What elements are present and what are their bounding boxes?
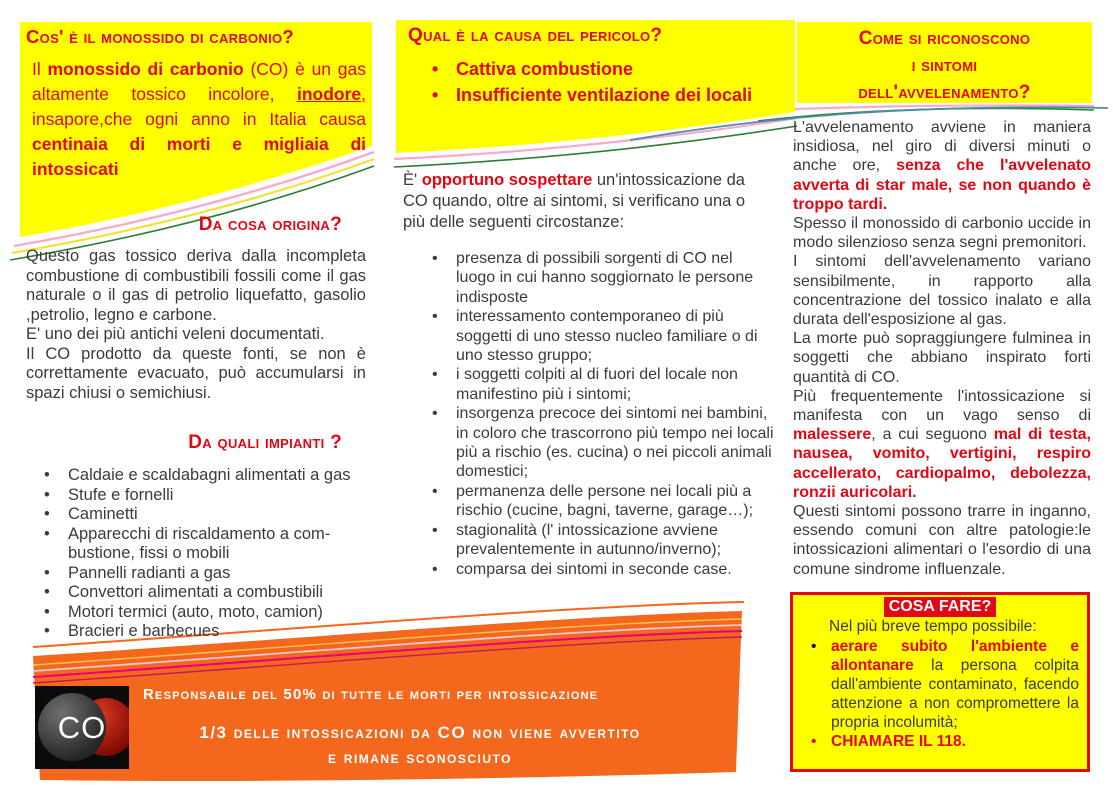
impianti-heading: Da quali impianti ? [188,432,342,453]
text-segment: Il [32,59,48,79]
left-intro-paragraph [32,57,366,182]
text-segment: , insapore,che ogni anno in Italia causa [32,84,366,129]
text-segment: Più frequentemente l'intossicazione si manifesta con un vago senso di [793,387,1091,425]
circumstance-bullet: • comparsa dei sintomi in seconde case. [430,560,774,579]
origin-paragraph: E' uno dei più antichi veleni documentati. [26,325,325,343]
circumstance-bullet: • stagionalità (l' intossicazione avviene prevalentemente in autunno/inverno); [430,521,774,560]
middle-panel-title: Qual è la causa del pericolo? [408,25,663,46]
circumstance-bullet: • permanenza delle persone nei locali più a rischio (cucine, bagni, taverne, garage…); [430,482,774,521]
circumstance-bullet: • presenza di possibili sorgenti di CO nel luogo in cui hanno soggiornato le persone indisposte [430,249,774,307]
symptoms-paragraph [793,329,1091,387]
impianti-bullet: • Stufe e fornelli [42,486,366,506]
impianti-bullet: • Caldaie e scaldabagni alimentati a gas [42,466,366,486]
banner-message-lines [140,720,700,770]
text-segment: opportuno sospettare [421,171,593,189]
origin-paragraphs [26,247,366,403]
text-segment: La morte può sopraggiungere fulminea in soggetti che abbiano inspirato forti quantità di CO. [793,330,1091,386]
text-segment: inodore [296,84,362,104]
text-segment: aerare subito l'ambiente e allontanare [831,638,1079,674]
text-segment: È' [403,171,422,189]
symptoms-paragraph [793,214,1091,252]
symptoms-paragraph [793,387,1091,502]
middle-intro-paragraph [403,170,755,233]
text-segment: un'intossicazione da CO quando, oltre ai sintomi, si verificano una o più delle seguenti circostanze: [403,171,746,231]
cosa-fare-bullet-list [809,637,1079,751]
impianti-bullet: • Caminetti [42,505,366,525]
text-segment: (CO) è un gas altamente tossico incolore, [32,59,366,104]
text-segment: senza che l'avvelenato avverta di star male, se non quando è troppo tardi. [793,157,1091,213]
text-segment: Questi sintomi possono trarre in inganno, essendo comuni con altre patologie:le intossicazioni alimentari o l'esordio di una comune sindrome influenzale. [793,503,1091,578]
cause-bullet: • Cattiva combustione [430,56,765,82]
right-panel-title-line: i sintomi [911,55,978,76]
circumstance-bullet: • i soggetti colpiti al di fuori del locale non manifestino più i sintomi; [430,365,774,404]
origin-paragraph: Il CO prodotto da queste fonti, se non è correttamente evacuato, può accumularsi in spazi chiusi o semichiusi. [26,344,366,402]
cosa-fare-bullet [809,637,1079,732]
right-panel-title-line: dell'avvelenamento? [858,82,1031,103]
text-segment: la persona colpita dall'ambiente contaminato, facendo attenzione a non compromettere la propria incolumità; [831,657,1079,731]
impianti-bullet: • Apparecchi di riscaldamento a com-bustione, fissi o mobili [42,525,366,564]
banner-statistic-line: Responsabile del 50% di tutte le morti per intossicazione [143,686,599,703]
banner-message-line: e rimane sconosciuto [328,748,512,767]
impianti-bullet: • Motori termici (auto, moto, camion) [42,603,366,623]
text-segment: , a cui seguono [871,426,994,444]
right-panel-title [797,25,1092,106]
co-molecule-logo [35,686,129,769]
symptoms-paragraph [793,118,1091,214]
banner-message-line: 1/3 delle intossicazioni da CO non viene avvertito [199,723,641,742]
text-segment: mal di testa, nausea, vomito, vertigini, respiro accellerato, cardiopalmo, debolezza, ronzii auricolari. [793,426,1091,501]
symptoms-paragraphs [793,118,1091,579]
text-segment: malessere [793,426,872,444]
cause-bullet: • Insufficiente ventilazione dei locali [430,82,765,108]
origin-paragraph: Questo gas tossico deriva dalla incompleta combustione di combustibili fossili come il gas naturale o il gas di petrolio liquefatto, gasolio ,petrolio, legno e carbone. [26,247,366,324]
text-segment: centinaia di morti e migliaia di intossicati [32,134,366,179]
cosa-fare-lead: Nel più breve tempo possibile: [829,618,1037,635]
co-logo-text: CO [57,710,107,745]
left-panel-title: Cos' è il monossido di carbonio? [26,26,295,47]
impianti-bullet: • Bracieri e barbecues [42,622,366,642]
right-panel-title-line: Come si riconoscono [858,28,1031,49]
text-segment: Spesso il monossido di carbonio uccide in modo silenzioso senza segni premonitori. [793,215,1091,252]
impianti-bullet: • Pannelli radianti a gas [42,564,366,584]
cosa-fare-title-row [793,597,1087,617]
circumstances-bullet-list [430,249,774,579]
impianti-bullet: • Convettori alimentati a combustibili [42,583,366,603]
cause-bullet-list [430,56,765,108]
circumstance-bullet: • insorgenza precoce dei sintomi nei bambini, in coloro che trascorrono più tempo nei locali più a rischio (es. cucina) o nei piccoli animali domestici; [430,404,774,482]
text-segment: CHIAMARE IL 118. [831,733,966,750]
text-segment: I sintomi dell'avvelenamento variano sensibilmente, in rapporto alla concentrazione del tossico inalato e alla durata dell'esposizione al gas. [793,253,1091,329]
cosa-fare-box [790,592,1090,772]
impianti-bullet-list [42,466,366,642]
origin-heading: Da cosa origina? [198,214,342,235]
circumstance-bullet: • interessamento contemporaneo di più soggetti di uno stesso nucleo familiare o di uno stesso gruppo; [430,307,774,365]
symptoms-paragraph [793,252,1091,329]
text-segment: L'avvelenamento avviene in maniera insidiosa, nel giro di diversi minuti o anche ore, [793,119,1091,175]
text-segment: monossido di carbonio [47,59,244,79]
symptoms-paragraph [793,502,1091,579]
cosa-fare-bullet [809,732,1079,751]
cosa-fare-title: COSA FARE? [884,597,997,617]
